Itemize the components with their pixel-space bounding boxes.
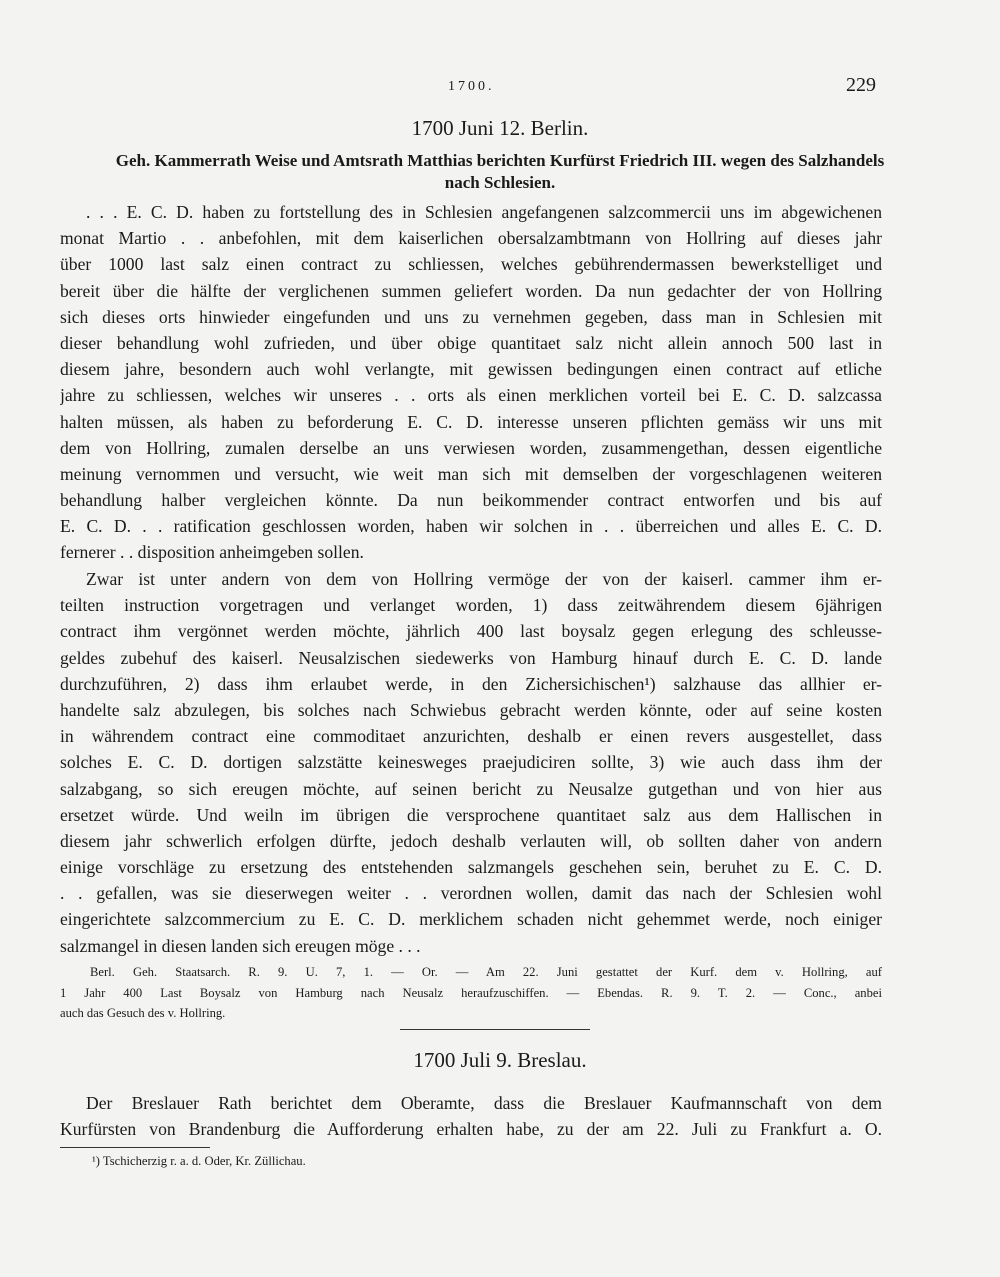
text-line: Zwar ist unter andern von dem von Hollring vermöge der von der kaiserl. cammer ihm er-: [86, 569, 882, 589]
text-line: salzmangel in diesen landen sich ereugen möge . . .: [60, 935, 421, 956]
text-line: . . . E. C. D. haben zu fortstellung des in Schlesien angefangenen salzcommercii uns im abgewichenen: [86, 202, 882, 222]
text-line: salzabgang, so sich ereugen möchte, auf seinen bericht zu Neusalze gutgethan und von hier aus: [60, 778, 882, 799]
main-paragraph-3: [60, 1090, 882, 1142]
text-line: . . gefallen, was sie dieserwegen weiter . . verordnen wollen, damit das nach der Schlesien wohl: [60, 883, 882, 904]
note-line: auch das Gesuch des v. Hollring.: [60, 1006, 226, 1020]
text-line: handelte salz abzulegen, bis solches nach Schwiebus gebracht werden könnte, oder auf seine kosten: [60, 699, 882, 720]
text-line: Kurfürsten von Brandenburg die Aufforderung erhalten habe, zu der am 22. Juli zu Frankfurt a. O.: [60, 1119, 882, 1140]
source-note: [60, 962, 882, 1024]
note-line: Berl. Geh. Staatsarch. R. 9. U. 7, 1. — Or. — Am 22. Juni gestattet der Kurf. dem v. Hollring, auf: [90, 965, 882, 979]
section-divider: [400, 1029, 590, 1030]
footnote-rule: [60, 1147, 210, 1148]
footnote: ¹) Tschicherzig r. a. d. Oder, Kr. Züllichau.: [92, 1154, 306, 1168]
text-line: eingerichtete salzcommercium zu E. C. D. merklichem schaden nicht gehemmet werde, noch einiger: [60, 909, 882, 930]
text-line: Der Breslauer Rath berichtet dem Oberamte, dass die Breslauer Kaufmannschaft von dem: [86, 1093, 882, 1113]
text-line: in währendem contract eine commoditaet anzurichten, deshalb er einen revers ausgestellet, dass: [60, 726, 882, 747]
summary-line: nach Schlesien.: [444, 173, 556, 192]
text-line: halten müssen, als haben zu beforderung E. C. D. interesse unseren pflichten gemäss wir uns mit: [60, 411, 882, 432]
section-heading-1700-juni: 1700 Juni 12. Berlin.: [411, 116, 589, 140]
document-summary: [60, 150, 940, 194]
text-line: dem von Hollring, zumalen derselbe an uns verwiesen worden, zusammengethan, dessen eigentliche: [60, 437, 882, 458]
text-line: E. C. D. . . ratification geschlossen worden, haben wir solchen in . . überreichen und alles E. C. D.: [60, 516, 882, 537]
text-line: diesem jahr schwerlich erfolgen dürfte, jedoch deshalb verlauten will, ob sollten daher von andern: [60, 830, 882, 851]
text-line: jahre zu schliessen, welches wir unseres . . orts als einen merklichen vorteil bei E. C. D. salzcassa: [60, 385, 882, 406]
running-head: 1700.: [448, 79, 495, 94]
page-number: 229: [846, 74, 876, 96]
text-line: durchzuführen, 2) dass ihm erlaubet werde, in den Zichersichischen¹) salzhause das allhier er-: [60, 673, 882, 694]
text-line: geldes zubehuf des kaiserl. Neusalzischen siedewerks von Hamburg hinauf durch E. C. D. lande: [60, 647, 882, 668]
text-line: diesem jahre, besondern auch wohl verlangte, mit gewissen bedingungen einen contract auf etliche: [60, 359, 882, 380]
text-line: behandlung halber vergleichen könnte. Da nun beikommender contract entworfen und bis auf: [60, 490, 882, 511]
note-line: 1 Jahr 400 Last Boysalz von Hamburg nach Neusalz heraufzuschiffen. — Ebendas. R. 9. T. 2. — Conc., anbei: [60, 985, 882, 1000]
text-line: dieser behandlung wohl zufrieden, und über obige quantitaet salz nicht allein annoch 500 last in: [60, 332, 882, 353]
text-line: einige vorschläge zu ersetzung des entstehenden salzmangels geschehen sein, beruhet zu E. C. D.: [60, 857, 882, 878]
text-line: bereit über die hälfte der verglichenen summen geliefert worden. Da nun gedachter der von Hollring: [60, 280, 882, 301]
text-line: ersetzet würde. Und weiln im übrigen die versprochene quantitaet salz aus dem Hallischen in: [60, 804, 882, 825]
text-line: über 1000 last salz einen contract zu schliessen, welches gebührendermassen bewerkstelliget und: [60, 254, 882, 275]
main-paragraph-2: [60, 566, 882, 959]
text-line: solches E. C. D. dortigen salzstätte keinesweges praejudiciren sollte, 3) wie auch dass ihm der: [60, 752, 882, 773]
text-line: fernerer . . disposition anheimgeben sollen.: [60, 542, 364, 563]
text-line: meinung vernommen und versucht, wie weit man sich mit demselben der vorgeschlagenen weiteren: [60, 463, 882, 484]
main-paragraph-1: [60, 199, 882, 566]
summary-line: Geh. Kammerrath Weise und Amtsrath Matthias berichten Kurfürst Friedrich III. wegen des Salzhandels: [115, 151, 885, 170]
text-line: sich dieses orts hinwieder eingefunden und uns zu vernehmen gegeben, dass man in Schlesien mit: [60, 306, 882, 327]
text-line: monat Martio . . anbefohlen, mit dem kaiserlichen obersalzambtmann von Hollring auf dieses jahr: [60, 228, 882, 249]
section-heading-1700-juli: 1700 Juli 9. Breslau.: [413, 1048, 587, 1072]
text-line: teilten instruction vorgetragen und verlanget worden, 1) dass zeitwährendem diesem 6jährigen: [60, 595, 882, 616]
text-line: contract ihm vergönnet werden möchte, jährlich 400 last boysalz gegen erlegung des schleusse-: [60, 621, 882, 642]
